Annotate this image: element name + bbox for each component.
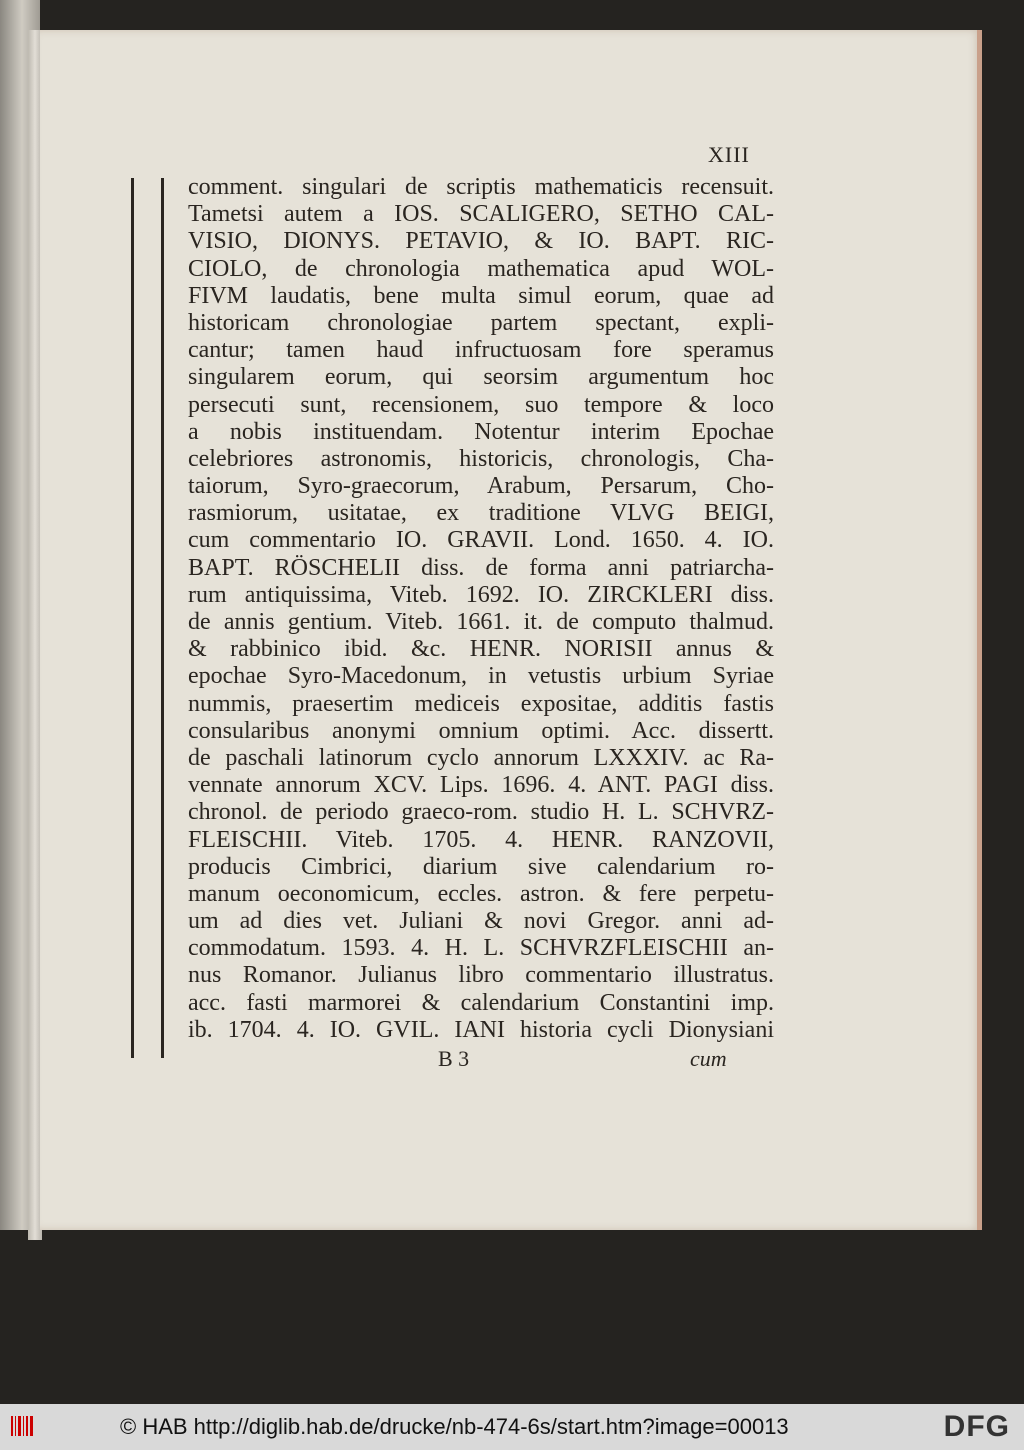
signature-mark: B 3	[438, 1046, 470, 1071]
barcode-icon	[10, 1414, 34, 1438]
text-line: CIOLO, de chronologia mathematica apud WOL-	[188, 255, 774, 282]
text-line: FIVM laudatis, bene multa simul eorum, quae ad	[188, 282, 774, 309]
text-line: acc. fasti marmorei & calendarium Constantini imp.	[188, 989, 774, 1016]
text-line: BAPT. RÖSCHELII diss. de forma anni patriarcha-	[188, 554, 774, 581]
text-line: a nobis instituendam. Notentur interim Epochae	[188, 418, 774, 445]
text-line: FLEISCHII. Viteb. 1705. 4. HENR. RANZOVII,	[188, 826, 774, 853]
text-line: & rabbinico ibid. &c. HENR. NORISII annus &	[188, 636, 774, 663]
text-line: taiorum, Syro-graecorum, Arabum, Persarum, Cho-	[188, 473, 774, 500]
book-page	[40, 30, 982, 1230]
text-line: manum oeconomicum, eccles. astron. & fere perpetu-	[188, 880, 774, 907]
text-line: nummis, praesertim mediceis expositae, additis fastis	[188, 690, 774, 717]
text-line: consularibus anonymi omnium optimi. Acc. dissertt.	[188, 717, 774, 744]
body-text	[188, 174, 774, 1044]
catchword: cum	[690, 1046, 727, 1071]
margin-rule-right	[161, 178, 164, 1058]
text-line: de paschali latinorum cyclo annorum LXXXIV. ac Ra-	[188, 744, 774, 771]
copyright-url[interactable]: © HAB http://diglib.hab.de/drucke/nb-474-6s/start.htm?image=00013	[120, 1414, 789, 1439]
text-line: rum antiquissima, Viteb. 1692. IO. ZIRCKLERI diss.	[188, 581, 774, 608]
text-line: producis Cimbrici, diarium sive calendarium ro-	[188, 853, 774, 880]
text-line: vennate annorum XCV. Lips. 1696. 4. ANT. PAGI diss.	[188, 772, 774, 799]
dfg-logo: DFG	[943, 1410, 1010, 1443]
text-line: commodatum. 1593. 4. H. L. SCHVRZFLEISCHII an-	[188, 935, 774, 962]
text-line: comment. singulari de scriptis mathematicis recensuit.	[188, 174, 774, 200]
page-number: XIII	[708, 142, 750, 167]
text-line: nus Romanor. Julianus libro commentario illustratus.	[188, 962, 774, 989]
text-line: de annis gentium. Viteb. 1661. it. de computo thalmud.	[188, 609, 774, 635]
text-line: Tametsi autem a IOS. SCALIGERO, SETHO CAL-	[188, 201, 774, 228]
margin-rule-left	[131, 178, 134, 1058]
text-line: historicam chronologiae partem spectant, expli-	[188, 309, 774, 336]
text-line: ib. 1704. 4. IO. GVIL. IANI historia cycli Dionysiani	[188, 1016, 774, 1043]
text-line: chronol. de periodo graeco-rom. studio H. L. SCHVRZ-	[188, 799, 774, 826]
text-line: VISIO, DIONYS. PETAVIO, & IO. BAPT. RIC-	[188, 228, 774, 255]
text-line: cum commentario IO. GRAVII. Lond. 1650. 4. IO.	[188, 527, 774, 554]
viewer-footer	[0, 1404, 1024, 1450]
text-line: celebriores astronomis, historicis, chronologis, Cha-	[188, 445, 774, 472]
text-line: singularem eorum, qui seorsim argumentum hoc	[188, 364, 774, 391]
text-line: um ad dies vet. Juliani & novi Gregor. anni ad-	[188, 908, 774, 935]
text-line: rasmiorum, usitatae, ex traditione VLVG BEIGI,	[188, 500, 774, 527]
text-line: cantur; tamen haud infructuosam fore speramus	[188, 337, 774, 364]
text-line: epochae Syro-Macedonum, in vetustis urbium Syriae	[188, 663, 774, 690]
text-line: persecuti sunt, recensionem, suo tempore & loco	[188, 391, 774, 418]
